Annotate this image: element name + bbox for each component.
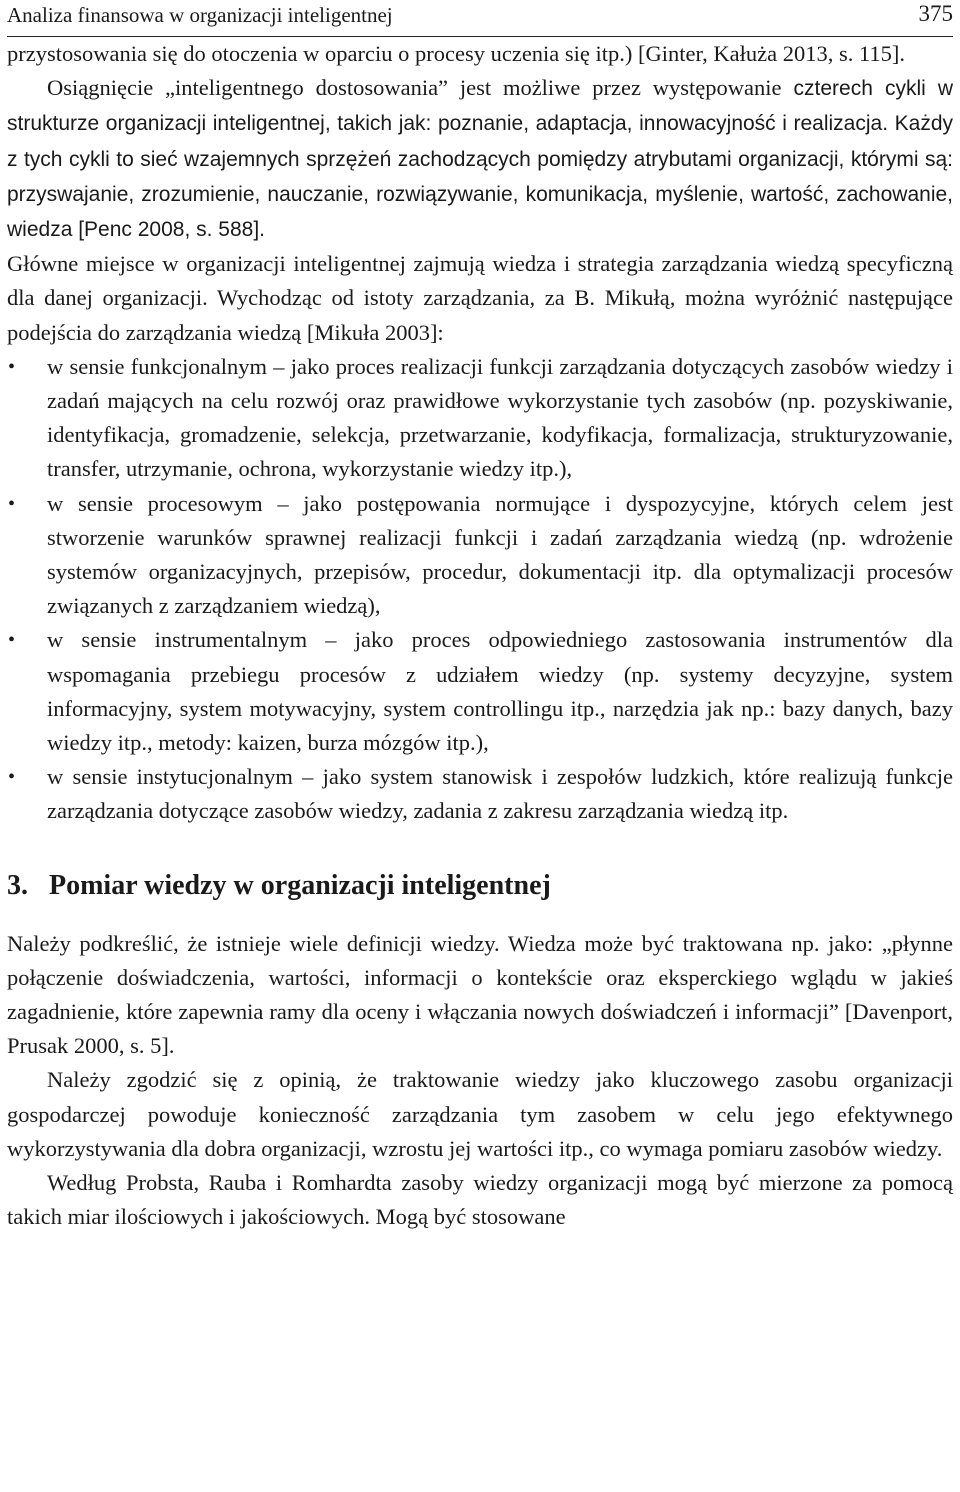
paragraph: Należy podkreślić, że istnieje wiele definicji wiedzy. Wiedza może być traktowana np. jako: „płynne połączenie doświadczenia, wartości, informacji o kontekście oraz eksperckiego wglądu w jakieś zagadnienie, które zapewnia ramy dla oceny i włączania nowych doświadczeń i informacji” [Davenport, Prusak 2000, s. 5].: [7, 930, 953, 1059]
bullet-icon: •: [8, 766, 16, 789]
list-item-text: w sensie procesowym – jako postępowania normujące i dyspozycyjne, których celem jest stworzenie warunków sprawnej realizacji funkcji i zadań zarządzania wiedzą (np. wdrożenie systemów organizacyjnych, przepisów, procedur, dokumentacji itp. dla optymalizacji procesów związanych z zarządzaniem wiedzą),: [47, 490, 953, 619]
paragraph-text: Osiągnięcie „inteligentnego dostosowania” jest możliwe przez występowanie: [47, 75, 782, 101]
paragraph: Według Probsta, Rauba i Romhardta zasoby wiedzy organizacji mogą być mierzone za pomocą takich miar ilościowych i jakościowych. Mogą być stosowane: [7, 1170, 953, 1230]
list-item-text: w sensie funkcjonalnym – jako proces realizacji funkcji zarządzania dotyczących zasobów wiedzy i zadań mających na celu rozwój oraz prawidłowe wykorzystanie tych zasobów (np. pozyskiwanie, identyfikacja, gromadzenie, selekcja, przetwarzanie, kodyfikacja, formalizacja, strukturyzowanie, transfer, utrzymanie, ochrona, wykorzystanie wiedzy itp.),: [47, 353, 953, 482]
body-text: [7, 37, 953, 1235]
running-header-title: Analiza finansowa w organizacji inteligentnej: [7, 3, 393, 27]
list-item-text: w sensie instrumentalnym – jako proces odpowiedniego zastosowania instrumentów dla wspomagania przebiegu procesów z udziałem wiedzy (np. systemy decyzyjne, system informacyjny, system motywacyjny, system controllingu itp., narzędzia jak np.: bazy danych, bazy wiedzy itp., metody: kaizen, burza mózgów itp.),: [47, 627, 953, 756]
section-title: Pomiar wiedzy w organizacji inteligentnej: [49, 869, 551, 901]
page: [7, 0, 953, 1235]
paragraph: Należy zgodzić się z opinią, że traktowanie wiedzy jako kluczowego zasobu organizacji gospodarczej powoduje konieczność zarządzania tym zasobem w celu jego efektywnego wykorzystywania dla dobra organizacji, wzrostu jej wartości itp., co wymaga pomiaru zasobów wiedzy.: [7, 1067, 953, 1161]
bullet-icon: •: [8, 492, 16, 515]
paragraph: Główne miejsce w organizacji inteligentnej zajmują wiedza i strategia zarządzania wiedzą specyficzną dla danej organizacji. Wychodząc od istoty zarządzania, za B. Mikułą, można wyróżnić następujące podejścia do zarządzania wiedzą [Mikuła 2003]:: [7, 251, 953, 345]
bullet-list: [7, 350, 953, 829]
section-heading: [7, 869, 953, 903]
paragraph: przystosowania się do otoczenia w oparciu o procesy uczenia się itp.) [Ginter, Kałuża 2013, s. 115].: [7, 41, 905, 66]
list-item: [7, 350, 953, 487]
paragraph-text-sans: czterech cykli w strukturze organizacji inteligentnej, takich jak: poznanie, adaptacja, innowacyjność i realizacja. Każdy z tych cykli to sieć wzajemnych sprzężeń zachodzących pomiędzy atrybutami organizacji, którymi są: przyswajanie, zrozumienie, nauczanie, rozwiązywanie, komunikacja, myślenie, wartość, zachowanie, wiedza [Penc 2008, s. 588].: [7, 77, 953, 242]
list-item: [7, 487, 953, 624]
bullet-icon: •: [8, 629, 16, 652]
list-item-text: w sensie instytucjonalnym – jako system stanowisk i zespołów ludzkich, które realizują funkcje zarządzania dotyczące zasobów wiedzy, zadania z zakresu zarządzania wiedzą itp.: [47, 764, 953, 824]
list-item: [7, 760, 953, 828]
bullet-icon: •: [8, 355, 16, 378]
list-item: [7, 623, 953, 760]
page-number: 375: [918, 1, 953, 26]
section-number: 3.: [7, 869, 28, 901]
paragraph: [7, 71, 953, 247]
running-header: [7, 0, 953, 37]
